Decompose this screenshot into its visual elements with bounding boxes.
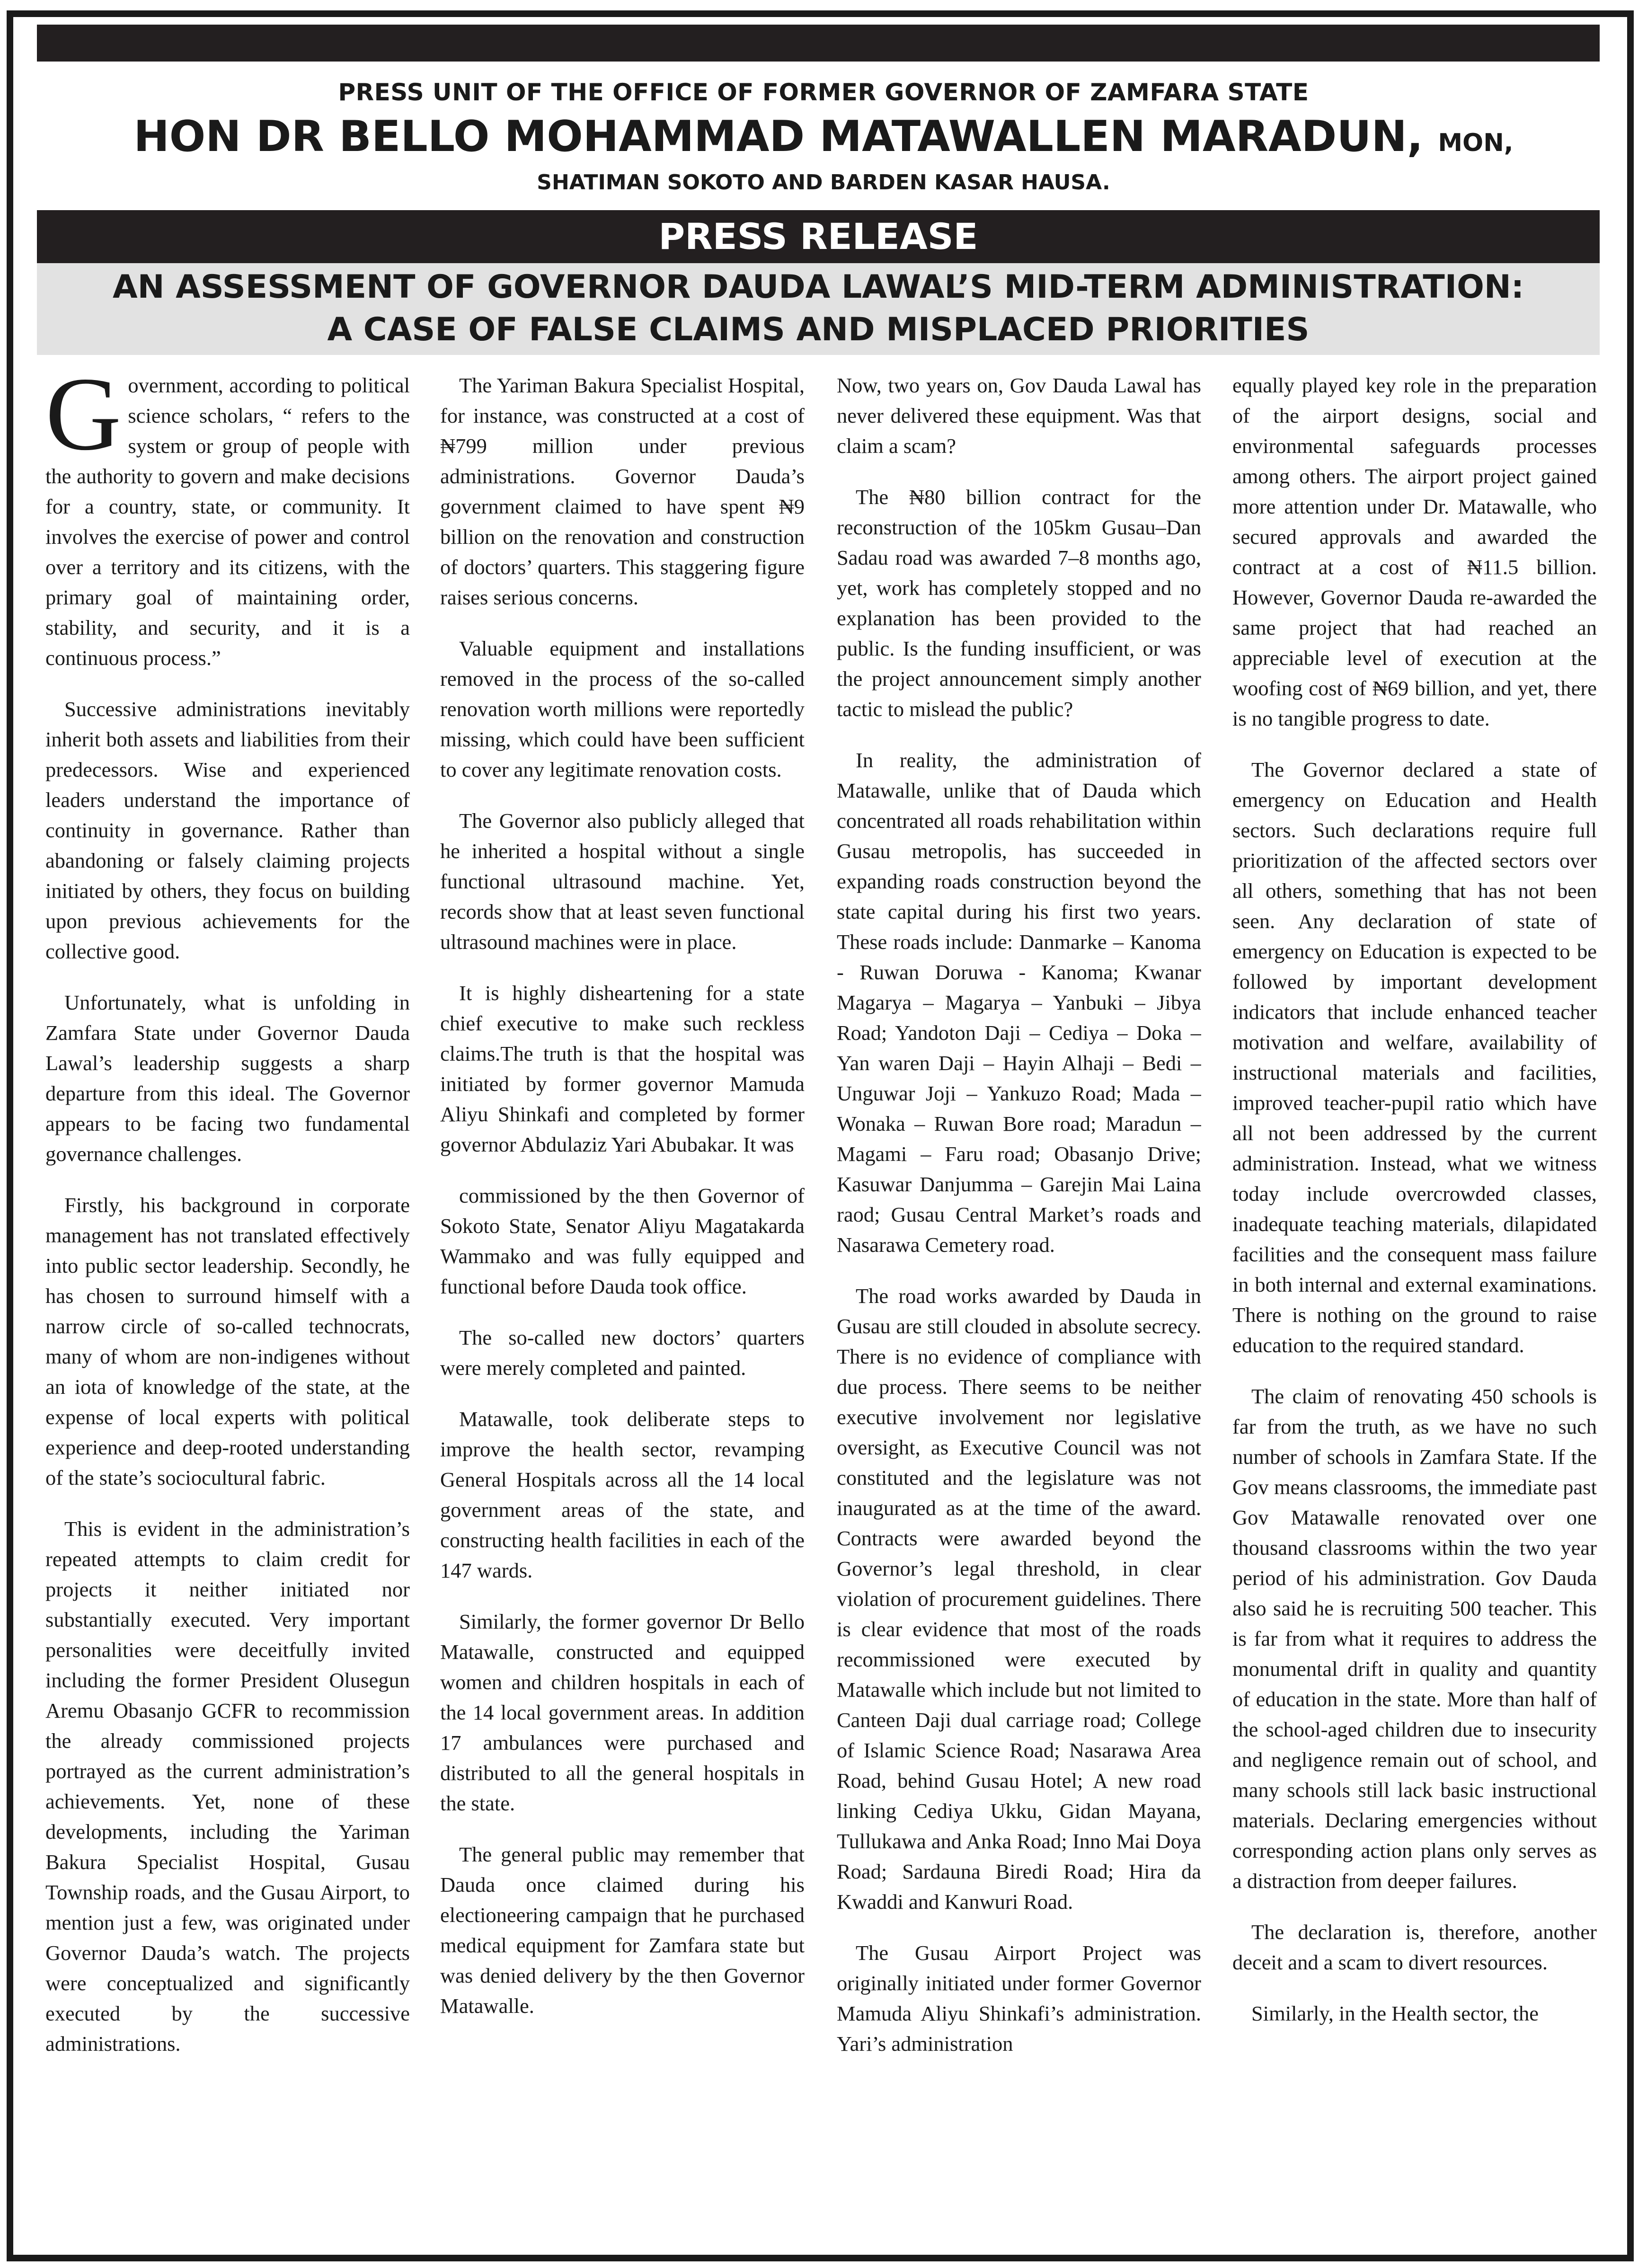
governor-titles: SHATIMAN SOKOTO AND BARDEN KASAR HAUSA. — [537, 170, 1110, 195]
article-column-1 — [45, 370, 410, 2225]
article-paragraph: The Yariman Bakura Specialist Hospital, for instance, was constructed at a cost of ₦799 million under previous administrations. Governor Dauda’s government claimed to have spent ₦9 billion on the renovation and construction of doctors’ quarters. This staggering figure raises serious concerns. — [440, 373, 805, 609]
article-paragraph: Similarly, the former governor Dr Bello Matawalle, constructed and equipped women and children hospitals in each of the 14 local government areas. In addition 17 ambulances were purchased and distributed to all the general hospitals in the state. — [440, 1610, 805, 1815]
article-paragraph: equally played key role in the preparation of the airport designs, social and environmental safeguards processes among others. The airport project gained more attention under Dr. Matawalle, who secured approvals and awarded the contract at a cost of ₦11.5 billion. However, Governor Dauda re-awarded the same project that had reached an appreciable level of execution at the woofing cost of ₦69 billion, and yet, there is no tangible progress to date. — [1232, 373, 1597, 730]
article-paragraph: Valuable equipment and installations removed in the process of the so-called renovation worth millions were reportedly missing, which could have been sufficient to cover any legitimate renovation costs. — [440, 637, 805, 781]
article-paragraph: The Governor declared a state of emergency on Education and Health sectors. Such declarations require full prioritization of the affected sectors over all others, something that has not been seen. Any declaration of state of emergency on Education is expected to be followed by important development indicators that include enhanced teacher motivation and welfare, availability of instructional materials and facilities, improved teacher-pupil ratio which have all not been addressed by the current administration. Instead, what we witness today include overcrowded classes, inadequate teaching materials, dilapidated facilities and the consequent mass failure in both internal and external examinations. There is nothing on the ground to raise education to the required standard. — [1232, 758, 1597, 1357]
article-paragraph: The ₦80 billion contract for the reconstruction of the 105km Gusau–Dan Sadau road was awarded 7–8 months ago, yet, work has completely stopped and no explanation has been provided to the public. Is the funding insufficient, or was the project announcement simply another tactic to mislead the public? — [837, 485, 1201, 721]
article-paragraph: This is evident in the administration’s repeated attempts to claim credit for projects it neither initiated nor substantially executed. Very important personalities were deceitfully invited including the former President Olusegun Aremu Obasanjo GCFR to recommission the already commissioned projects portrayed as the current administration’s achievements. Yet, none of these developments, including the Yariman Bakura Specialist Hospital, Gusau Township roads, and the Gusau Airport, to mention just a few, was originated under Governor Dauda’s watch. The projects were conceptualized and significantly executed by the successive administrations. — [45, 1517, 410, 2055]
article-column-4 — [1232, 370, 1597, 2225]
headline-line-2: A CASE OF FALSE CLAIMS AND MISPLACED PRIORITIES — [327, 311, 1310, 348]
headline-line-1: AN ASSESSMENT OF GOVERNOR DAUDA LAWAL’S MID-TERM ADMINISTRATION: — [112, 268, 1524, 306]
press-unit-line: PRESS UNIT OF THE OFFICE OF FORMER GOVERNOR OF ZAMFARA STATE — [338, 79, 1309, 106]
article-paragraph: The Governor also publicly alleged that he inherited a hospital without a single functional ultrasound machine. Yet, records show that at least seven functional ultrasound machines were in place. — [440, 809, 805, 954]
article-paragraph: Similarly, in the Health sector, the — [1251, 2002, 1539, 2025]
article-paragraph: The claim of renovating 450 schools is far from the truth, as we have no such number of schools in Zamfara State. If the Gov means classrooms, the immediate past Gov Matawalle renovated over one thousand classrooms within the two year period of his administration. Gov Dauda also said he is recruiting 500 teacher. This is far from what it requires to address the monumental drift in quality and quantity of education in the state. More than half of the school-aged children due to insecurity and negligence remain out of school, and many schools still lack basic instructional materials. Declaring emergencies without corresponding action plans only serves as a distraction from deeper failures. — [1232, 1384, 1597, 1893]
governor-name-suffix: MON, — [1438, 129, 1514, 157]
article-paragraph: Now, two years on, Gov Dauda Lawal has never delivered these equipment. Was that claim a scam? — [837, 373, 1201, 458]
article-paragraph: The declaration is, therefore, another deceit and a scam to divert resources. — [1232, 1920, 1597, 1974]
article-paragraph: commissioned by the then Governor of Sokoto State, Senator Aliyu Magatakarda Wammako and was fully equipped and functional before Dauda took office. — [440, 1184, 805, 1298]
article-paragraph: Unfortunately, what is unfolding in Zamfara State under Governor Dauda Lawal’s leadership suggests a sharp departure from this ideal. The Governor appears to be facing two fundamental governance challenges. — [45, 991, 410, 1166]
article-paragraph: The road works awarded by Dauda in Gusau are still clouded in absolute secrecy. There is no evidence of compliance with due process. There seems to be neither executive involvement nor legislative oversight, as Executive Council was not constituted and the legislature was not inaugurated as at the time of the award. Contracts were awarded beyond the Governor’s legal threshold, in clear violation of procurement guidelines. There is clear evidence that most of the roads recommissioned were executed by Matawalle which include but not limited to Canteen Daji dual carriage road; College of Islamic Science Road; Nasarawa Area Road, behind Gusau Hotel; A new road linking Cediya Ukku, Gidan Mayana, Tullukawa and Anka Road; Inno Mai Doya Road; Sardauna Biredi Road; Hira da Kwaddi and Kanwuri Road. — [837, 1284, 1201, 1914]
press-release-banner: PRESS RELEASE — [37, 210, 1600, 263]
article-paragraph: The general public may remember that Dauda once claimed during his electioneering campaign that he purchased medical equipment for Zamfara state but was denied delivery by the then Governor Matawalle. — [440, 1843, 805, 2018]
article-paragraph: The so-called new doctors’ quarters were merely completed and painted. — [440, 1326, 805, 1380]
article-paragraph: Government, according to political science scholars, “ refers to the system or group of people with the authority to govern and make decisions for a country, state, or community. It involves the exercise of power and control over a territory and its citizens, with the primary goal of maintaining order, stability, and security, and it is a continuous process.” — [45, 370, 410, 670]
article-paragraph: Successive administrations inevitably inherit both assets and liabilities from their predecessors. Wise and experienced leaders understand the importance of continuity in governance. Rather than abandoning or falsely claiming projects initiated by others, they focus on building upon previous achievements for the collective good. — [45, 697, 410, 963]
governor-name-text: HON DR BELLO MOHAMMAD MATAWALLEN MARADUN, — [133, 112, 1423, 161]
drop-cap: G — [45, 370, 122, 472]
headline — [37, 263, 1600, 355]
article-paragraph: It is highly disheartening for a state chief executive to make such reckless claims.The truth is that the hospital was initiated by former governor Mamuda Aliyu Shinkafi and completed by former governor Abdulaziz Yari Abubakar. It was — [440, 981, 805, 1156]
article-column-2 — [440, 370, 805, 2225]
article-paragraph: Matawalle, took deliberate steps to improve the health sector, revamping General Hospitals across all the 14 local government areas of the state, and constructing health facilities in each of the 147 wards. — [440, 1407, 805, 1582]
article-paragraph: In reality, the administration of Matawalle, unlike that of Dauda which concentrated all roads rehabilitation within Gusau metropolis, has succeeded in expanding roads construction beyond the state capital during his first two years. These roads include: Danmarke – Kanoma - Ruwan Doruwa - Kanoma; Kwanar Magarya – Magarya – Yanbuki – Jibya Road; Yandoton Daji – Cediya – Doka – Yan waren Daji – Hayin Alhaji – Bedi – Unguwar Joji – Yankuzo Road; Mada – Wonaka – Ruwan Bore road; Maradun – Magami – Faru road; Obasanjo Drive; Kasuwar Danjumma – Garejin Mai Laina raod; Gusau Central Market’s roads and Nasarawa Cemetery road. — [837, 748, 1201, 1257]
top-banner-bar — [37, 25, 1600, 62]
governor-name — [0, 111, 1647, 169]
article-paragraph: Firstly, his background in corporate management has not translated effectively into public sector leadership. Secondly, he has chosen to surround himself with a narrow circle of so-called technocrats, many of whom are non-indigenes without an iota of knowledge of the state, at the expense of local experts with political experience and deep-rooted understanding of the state’s sociocultural fabric. — [45, 1193, 410, 1489]
article-column-3 — [837, 370, 1201, 2225]
article-paragraph: The Gusau Airport Project was originally initiated under former Governor Mamuda Aliyu Shinkafi’s administration. Yari’s administration — [837, 1941, 1201, 2055]
